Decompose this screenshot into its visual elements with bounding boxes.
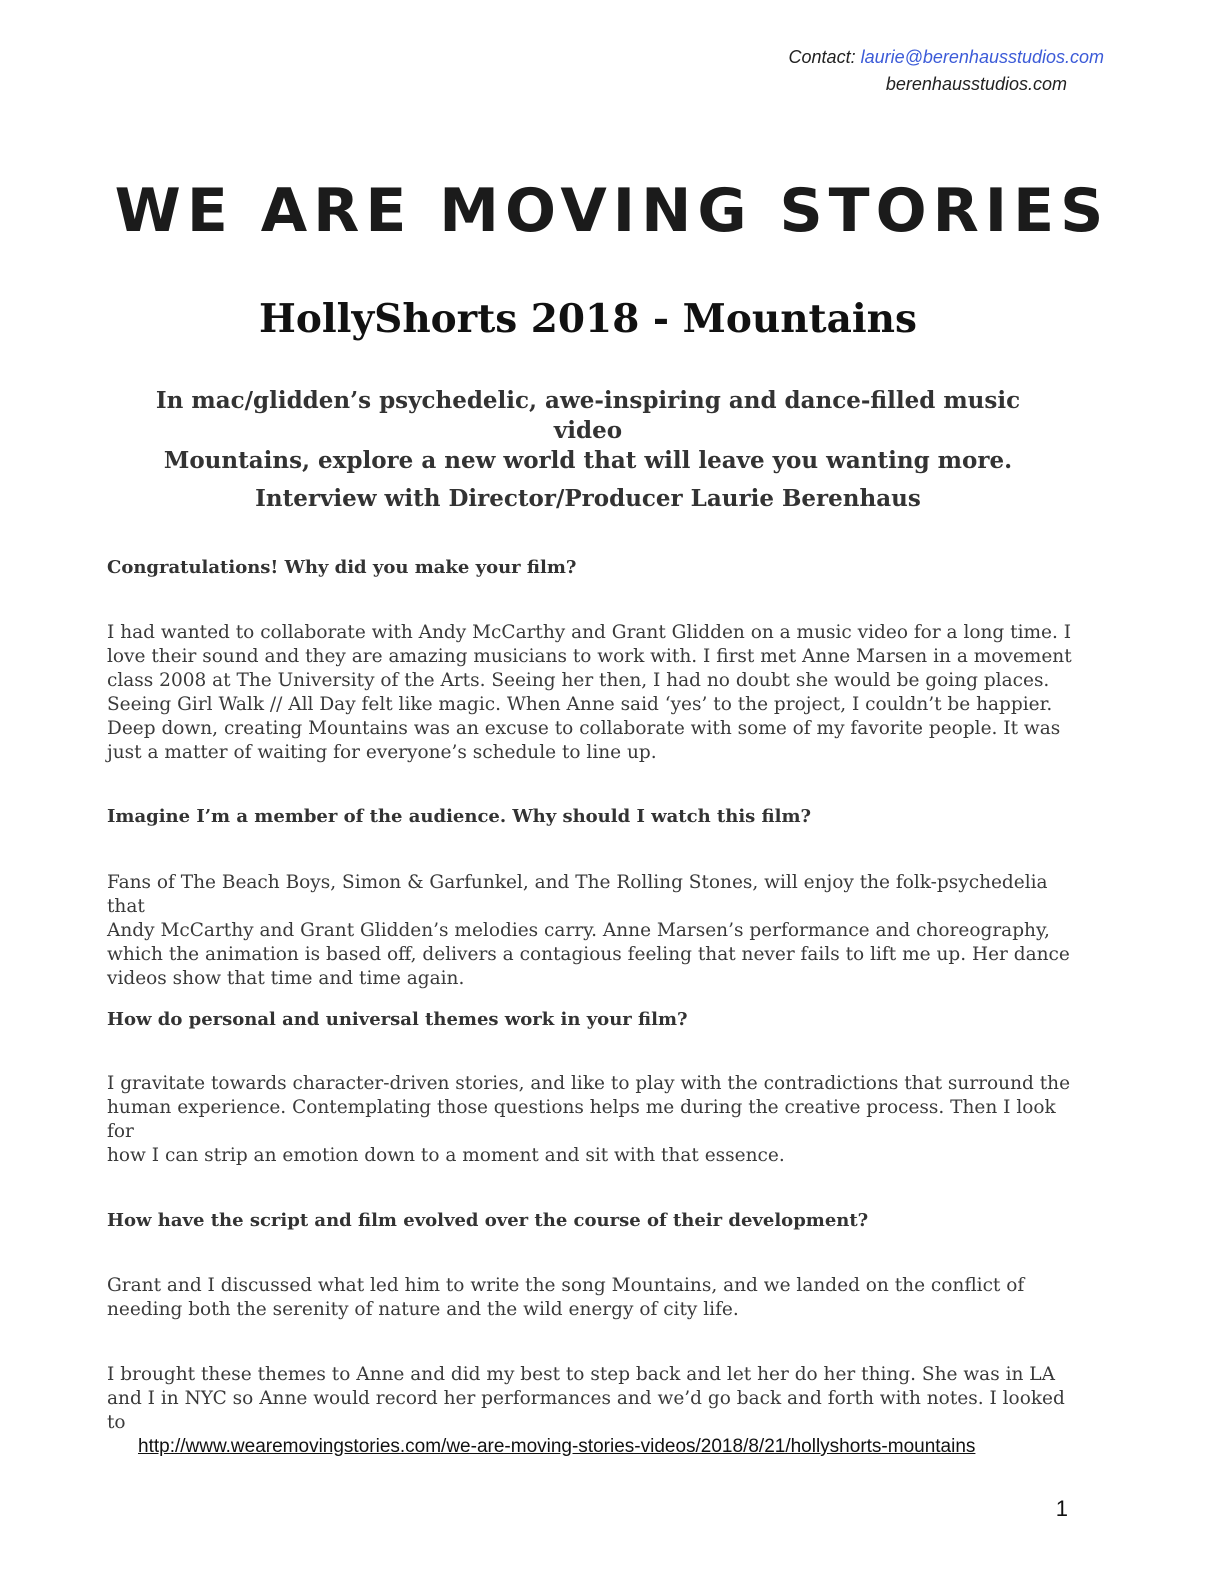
question-1: Congratulations! Why did you make your film? xyxy=(107,557,577,578)
answer-line: class 2008 at The University of the Arts. Seeing her then, I had no doubt she would be going places. xyxy=(107,670,1050,691)
answer-line: just a matter of waiting for everyone’s schedule to line up. xyxy=(107,742,657,763)
contact-email-link[interactable]: laurie@berenhausstudios.com xyxy=(860,47,1104,67)
subtitle-line-2: Mountains, explore a new world that will leave you wanting more. xyxy=(163,447,1013,474)
answer-4 xyxy=(107,1274,1087,1322)
answer-5 xyxy=(107,1363,1087,1435)
answer-line: I had wanted to collaborate with Andy McCarthy and Grant Glidden on a music video for a long time. I xyxy=(107,622,1072,643)
question-2: Imagine I’m a member of the audience. Why should I watch this film? xyxy=(107,806,812,827)
masthead-logo: WE ARE MOVING STORIES xyxy=(114,176,1110,246)
answer-line: Seeing Girl Walk // All Day felt like magic. When Anne said ‘yes’ to the project, I couldn’t be happier. xyxy=(107,694,1053,715)
answer-line: Deep down, creating Mountains was an excuse to collaborate with some of my favorite people. It was xyxy=(107,718,1061,739)
answer-line: human experience. Contemplating those questions helps me during the creative process. Then I look for xyxy=(107,1097,1056,1142)
answer-line: love their sound and they are amazing musicians to work with. I first met Anne Marsen in a movement xyxy=(107,646,1072,667)
answer-line: I gravitate towards character-driven stories, and like to play with the contradictions that surround the xyxy=(107,1073,1071,1094)
answer-line: Grant and I discussed what led him to write the song Mountains, and we landed on the conflict of xyxy=(107,1275,1025,1296)
contact-block xyxy=(789,44,1104,98)
answer-line: Fans of The Beach Boys, Simon & Garfunkel, and The Rolling Stones, will enjoy the folk-psychedelia that xyxy=(107,872,1048,917)
answer-3 xyxy=(107,1072,1087,1168)
answer-2 xyxy=(107,871,1087,991)
page-title: HollyShorts 2018 - Mountains xyxy=(259,296,917,342)
answer-line: needing both the serenity of nature and the wild energy of city life. xyxy=(107,1299,739,1320)
subtitle-line-1: In mac/glidden’s psychedelic, awe-inspiring and dance-filled music video xyxy=(155,387,1021,444)
question-4: How have the script and film evolved over the course of their development? xyxy=(107,1210,869,1231)
answer-1 xyxy=(107,621,1087,765)
page-number: 1 xyxy=(1055,1496,1068,1521)
contact-website: berenhausstudios.com xyxy=(885,74,1067,94)
answer-line: and I in NYC so Anne would record her performances and we’d go back and forth with notes. I looked to xyxy=(107,1388,1065,1433)
question-3: How do personal and universal themes work in your film? xyxy=(107,1009,688,1030)
answer-line: Andy McCarthy and Grant Glidden’s melodies carry. Anne Marsen’s performance and choreography, xyxy=(107,920,1050,941)
interview-heading: Interview with Director/Producer Laurie Berenhaus xyxy=(255,485,921,512)
answer-line: how I can strip an emotion down to a moment and sit with that essence. xyxy=(107,1145,785,1166)
contact-line xyxy=(789,44,1104,71)
contact-label: Contact: xyxy=(788,47,856,67)
subtitle xyxy=(120,386,1056,476)
footer-url-link[interactable]: http://www.wearemovingstories.com/we-are-moving-stories-videos/2018/8/21/hollyshorts-mountains xyxy=(138,1436,976,1457)
answer-line: videos show that time and time again. xyxy=(107,968,465,989)
answer-line: which the animation is based off, delivers a contagious feeling that never fails to lift me up. Her dance xyxy=(107,944,1070,965)
answer-line: I brought these themes to Anne and did my best to step back and let her do her thing. She was in LA xyxy=(107,1364,1055,1385)
